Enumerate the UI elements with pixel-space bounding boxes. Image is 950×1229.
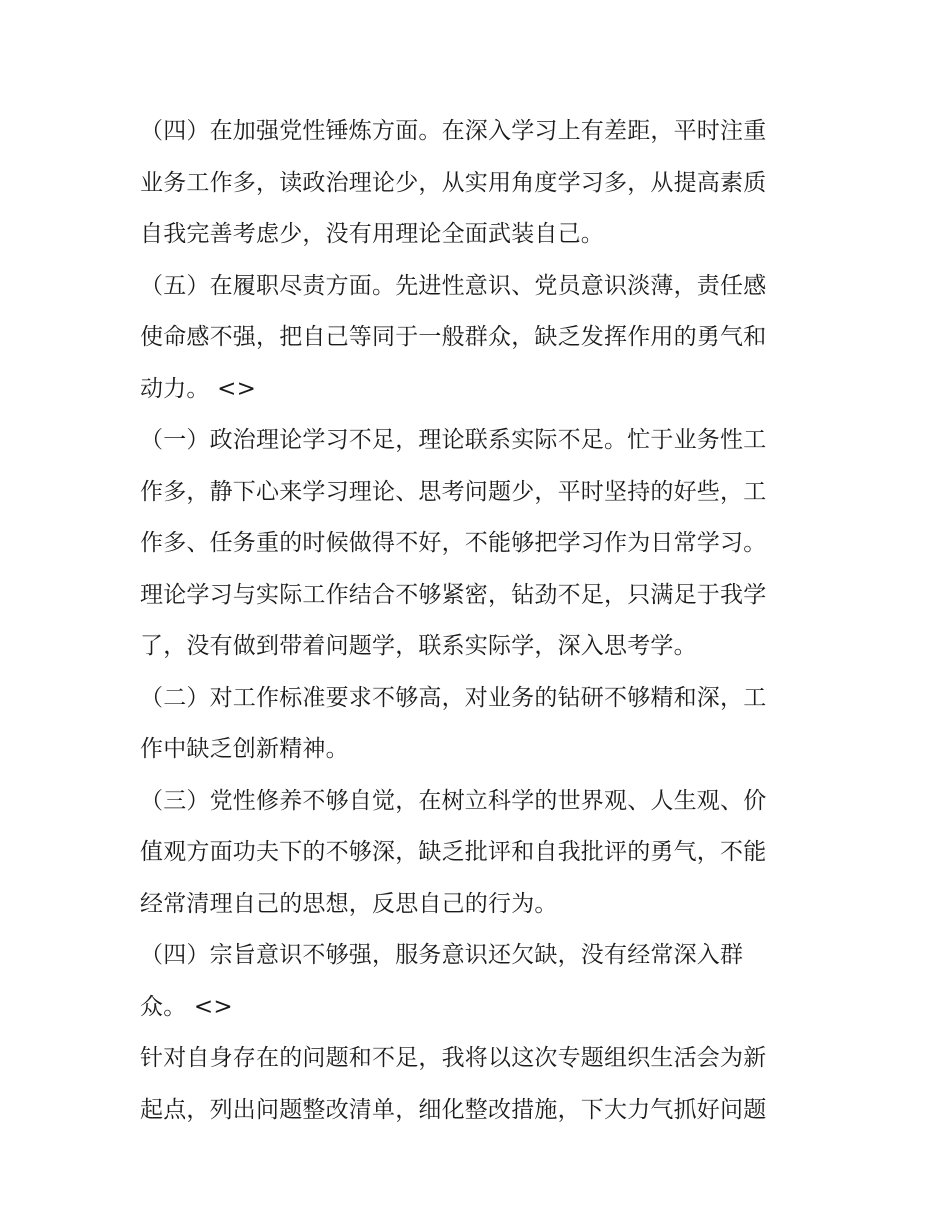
- text-line: 作中缺乏创新精神。: [140, 736, 349, 762]
- text-line: 了，没有做到带着问题学，联系实际学，深入思考学。: [140, 633, 697, 659]
- text-line: 作多，静下心来学习理论、思考问题少，平时坚持的好些，工: [140, 478, 767, 505]
- text-line: 经常清理自己的思想，反思自己的行为。: [140, 890, 558, 917]
- text-line: （五）在履职尽责方面。先进性意识、党员意识淡薄，责任感: [140, 272, 767, 299]
- text-line: 起点，列出问题整改清单，细化整改措施，下大力气抓好问题: [140, 1096, 767, 1123]
- document-body: [140, 106, 820, 1136]
- text-line: 动力。 <>: [140, 375, 257, 402]
- text-line: 使命感不强，把自己等同于一般群众，缺乏发挥作用的勇气和: [140, 324, 767, 350]
- text-line: 自我完善考虑少，没有用理论全面武装自己。: [140, 221, 604, 247]
- text-line: 值观方面功夫下的不够深，缺乏批评和自我批评的勇气，不能: [140, 839, 767, 865]
- text-line: 针对自身存在的问题和不足，我将以这次专题组织生活会为新: [140, 1045, 767, 1071]
- text-line: 理论学习与实际工作结合不够紧密，钻劲不足，只满足于我学: [140, 581, 767, 608]
- text-line: （四）宗旨意识不够强，服务意识还欠缺，没有经常深入群: [140, 942, 744, 968]
- text-line: （二）对工作标准要求不够高，对业务的钻研不够精和深，工: [140, 684, 767, 711]
- text-line: 众。 <>: [140, 993, 233, 1020]
- text-line: 作多、任务重的时候做得不好，不能够把学习作为日常学习。: [140, 530, 767, 556]
- text-line: （三）党性修养不够自觉，在树立科学的世界观、人生观、价: [140, 787, 767, 814]
- text-line: （一）政治理论学习不足，理论联系实际不足。忙于业务性工: [140, 427, 767, 453]
- text-line: 业务工作多，读政治理论少，从实用角度学习多，从提高素质: [140, 169, 767, 196]
- text-line: （四）在加强党性锤炼方面。在深入学习上有差距，平时注重: [140, 118, 767, 144]
